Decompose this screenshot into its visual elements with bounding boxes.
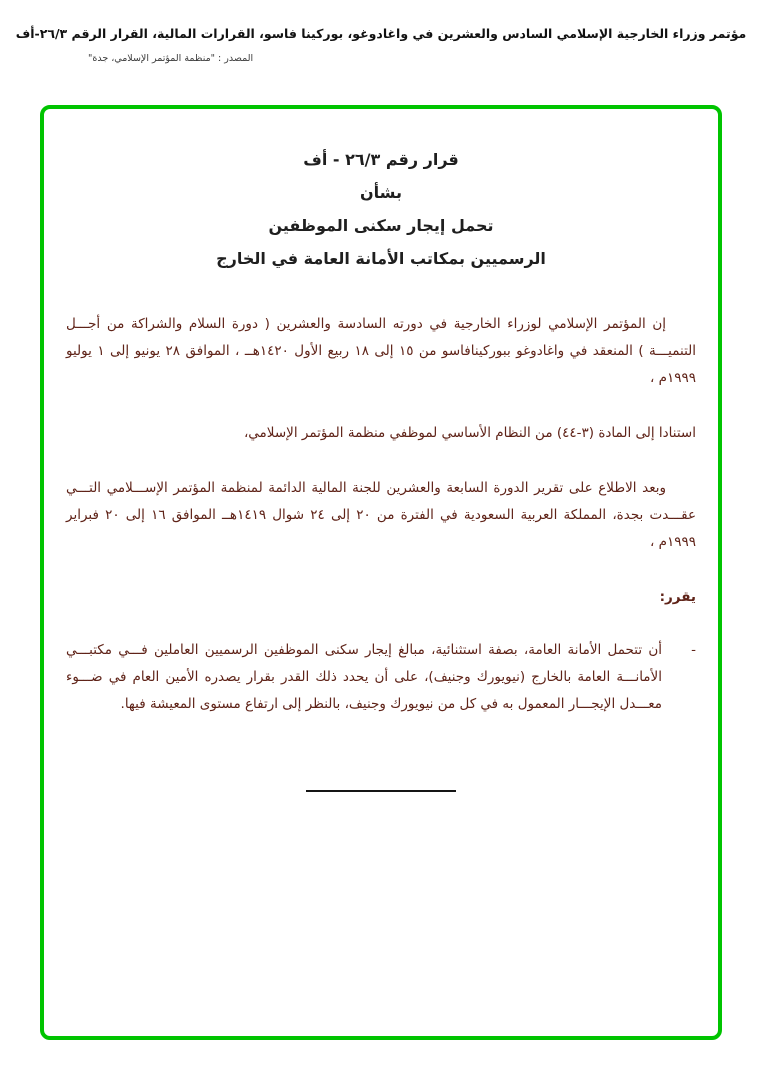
document-header-line: مؤتمر وزراء الخارجية الإسلامي السادس والعشرين في واغادوغو، بوركينا فاسو، القرارات المالية، القرار الرقم ٢٦/٣-أف: [15, 26, 747, 41]
green-border-frame: [40, 105, 722, 1040]
resolution-title-block: [66, 143, 696, 275]
resolution-subject-line2: الرسميين بمكاتب الأمانة العامة في الخارج: [216, 249, 546, 268]
decision-item: [66, 637, 696, 718]
decision-text: أن تتحمل الأمانة العامة، بصفة استثنائية، مبالغ إيجار سكنى الموظفين الرسميين العاملين فـــي مكتبـــي الأمانـــة العامة بالخارج (نيويورك وجنيف)، على أن يحدد ذلك القدر بقرار يصدره الأمين العام في ضـــوء معـــدل الإيجـــار المعمول به في كل من نيويورك وجنيف، بالنظر إلى ارتفاع مستوى المعيشة فيها.: [66, 642, 662, 712]
decides-label: يقرر:: [659, 589, 696, 605]
end-divider: [306, 790, 456, 792]
resolution-subject-line1: تحمل إيجار سكنى الموظفين: [268, 216, 494, 235]
resolution-number: قرار رقم ٢٦/٣ - أف: [303, 150, 459, 169]
dash-bullet: -: [691, 642, 696, 658]
preamble-paragraph-2: استنادا إلى المادة (٣-٤٤) من النظام الأساسي لموظفي منظمة المؤتمر الإسلامي،: [243, 425, 696, 441]
source-note: المصدر : "منظمة المؤتمر الإسلامي، جدة": [88, 53, 254, 64]
preamble-paragraph-3: وبعد الاطلاع على تقرير الدورة السابعة والعشرين للجنة المالية الدائمة لمنظمة المؤتمر الإســـلامي التـــي عقـــدت بجدة، المملكة العربية السعودية في الفترة من ٢٠ إلى ٢٤ شوال ١٤١٩هــ الموافق ١٦ إلى ٢٠ فبراير ١٩٩٩م ،: [66, 480, 697, 550]
resolution-regarding-label: بشأن: [360, 183, 402, 202]
preamble-paragraph-1: إن المؤتمر الإسلامي لوزراء الخارجية في دورته السادسة والعشرين ( دورة السلام والشراكة من أجـــل التنميـــة ) المنعقد في واغادوغو ببوركينافاسو من ١٥ إلى ١٨ ربيع الأول ١٤٢٠هــ ، الموافق ٢٨ يونيو إلى ١ يوليو ١٩٩٩م ،: [66, 316, 697, 386]
